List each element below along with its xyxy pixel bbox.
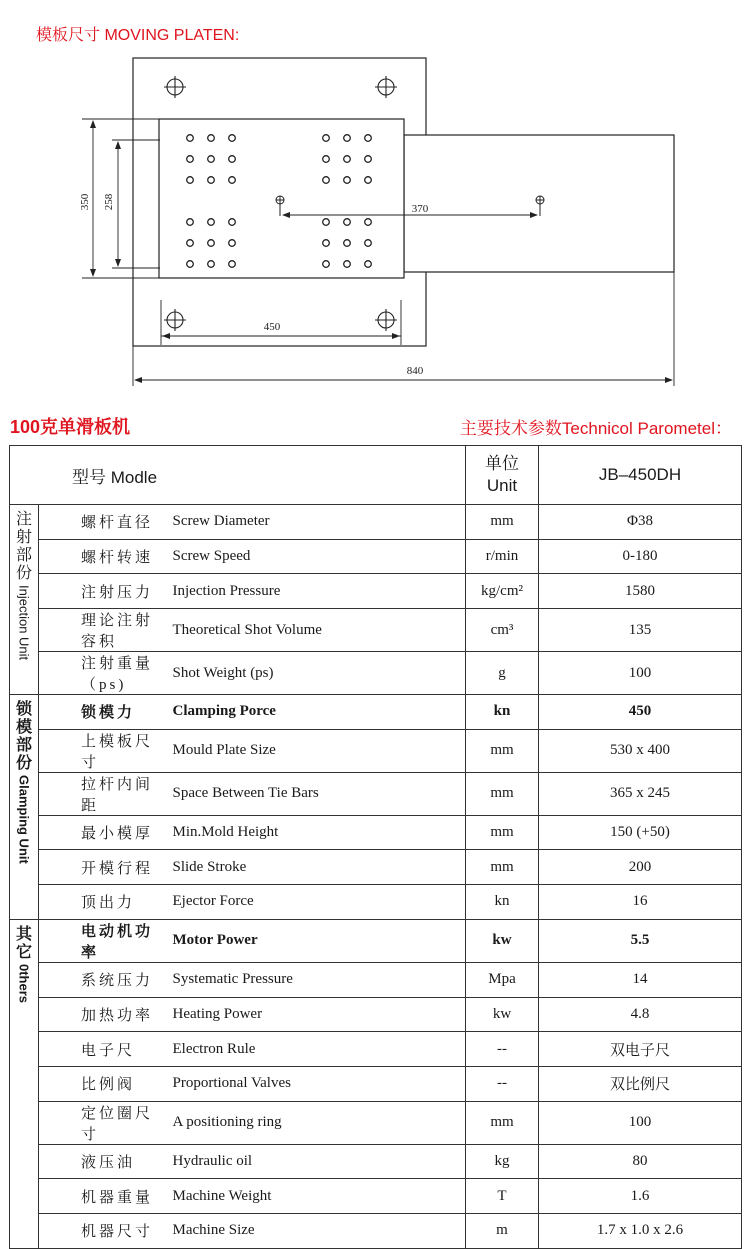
param-name-cn: 注射压力 bbox=[39, 574, 169, 609]
param-unit: kw bbox=[466, 919, 539, 962]
table-row bbox=[10, 1213, 742, 1248]
param-name-en: Screw Speed bbox=[169, 539, 466, 574]
param-name-en: Theoretical Shot Volume bbox=[169, 609, 466, 652]
param-value: 1580 bbox=[539, 574, 742, 609]
tie-bar-hole bbox=[375, 309, 397, 331]
param-value: 双比例尺 bbox=[539, 1066, 742, 1101]
param-name-en: Min.Mold Height bbox=[169, 815, 466, 850]
header-model: 型号 Modle bbox=[10, 446, 466, 505]
param-value: Φ38 bbox=[539, 505, 742, 540]
param-name-en: Space Between Tie Bars bbox=[169, 772, 466, 815]
param-unit: m bbox=[466, 1213, 539, 1248]
param-name-cn: 液压油 bbox=[39, 1144, 169, 1179]
param-unit: kg bbox=[466, 1144, 539, 1179]
param-value: 1.6 bbox=[539, 1179, 742, 1214]
table-row bbox=[10, 609, 742, 652]
param-name-cn: 系统压力 bbox=[39, 962, 169, 997]
param-name-cn: 螺杆转速 bbox=[39, 539, 169, 574]
param-unit: g bbox=[466, 652, 539, 695]
table-row bbox=[10, 1179, 742, 1214]
param-name-cn: 注射重量（ps) bbox=[39, 652, 169, 695]
param-name-cn: 锁模力 bbox=[39, 695, 169, 730]
param-name-cn: 顶出力 bbox=[39, 885, 169, 920]
table-row bbox=[10, 850, 742, 885]
param-unit: mm bbox=[466, 850, 539, 885]
param-name-cn: 理论注射容积 bbox=[39, 609, 169, 652]
param-name-cn: 电子尺 bbox=[39, 1032, 169, 1067]
group-label bbox=[10, 919, 39, 1248]
param-name-en: Electron Rule bbox=[169, 1032, 466, 1067]
param-name-en: Machine Size bbox=[169, 1213, 466, 1248]
param-unit: mm bbox=[466, 505, 539, 540]
param-value: 365 x 245 bbox=[539, 772, 742, 815]
tie-bar-hole bbox=[375, 76, 397, 98]
table-row bbox=[10, 885, 742, 920]
table-row bbox=[10, 695, 742, 730]
param-name-en: Machine Weight bbox=[169, 1179, 466, 1214]
param-name-en: Clamping Porce bbox=[169, 695, 466, 730]
param-unit: Mpa bbox=[466, 962, 539, 997]
param-value: 5.5 bbox=[539, 919, 742, 962]
param-value: 1.7 x 1.0 x 2.6 bbox=[539, 1213, 742, 1248]
table-row bbox=[10, 505, 742, 540]
dim-350: 350 bbox=[79, 193, 91, 211]
param-name-cn: 拉杆内间距 bbox=[39, 772, 169, 815]
param-name-en: Heating Power bbox=[169, 997, 466, 1032]
param-name-en: Motor Power bbox=[169, 919, 466, 962]
table-row bbox=[10, 729, 742, 772]
param-unit: kn bbox=[466, 885, 539, 920]
param-name-en: Systematic Pressure bbox=[169, 962, 466, 997]
param-value: 200 bbox=[539, 850, 742, 885]
group-label-en: 0thers bbox=[16, 963, 32, 1003]
table-row bbox=[10, 772, 742, 815]
param-value: 450 bbox=[539, 695, 742, 730]
table-row bbox=[10, 539, 742, 574]
table-row bbox=[10, 997, 742, 1032]
spec-heading: 主要技术参数Technicol Parometel： bbox=[459, 419, 732, 438]
param-unit: -- bbox=[466, 1032, 539, 1067]
table-row bbox=[10, 1032, 742, 1067]
group-label-cn: 其它 bbox=[15, 925, 32, 961]
param-name-en: Ejector Force bbox=[169, 885, 466, 920]
param-name-cn: 最小模厚 bbox=[39, 815, 169, 850]
param-unit: mm bbox=[466, 772, 539, 815]
param-value: 100 bbox=[539, 1101, 742, 1144]
param-unit: kg/cm² bbox=[466, 574, 539, 609]
group-label-cn: 锁模部份 bbox=[15, 701, 32, 773]
param-name-cn: 开模行程 bbox=[39, 850, 169, 885]
dim-840: 840 bbox=[406, 365, 424, 377]
group-label-en: Injection Unit bbox=[16, 585, 32, 661]
param-name-cn: 加热功率 bbox=[39, 997, 169, 1032]
table-row bbox=[10, 1101, 742, 1144]
table-row bbox=[10, 652, 742, 695]
param-value: 4.8 bbox=[539, 997, 742, 1032]
diagram-title: 模板尺寸 MOVING PLATEN: bbox=[36, 27, 240, 44]
table-row bbox=[10, 815, 742, 850]
mould-plate bbox=[159, 119, 404, 278]
param-value: 双电子尺 bbox=[539, 1032, 742, 1067]
param-value: 14 bbox=[539, 962, 742, 997]
moving-platen-diagram bbox=[0, 0, 750, 400]
table-row bbox=[10, 919, 742, 962]
param-name-en: Screw Diameter bbox=[169, 505, 466, 540]
header-value: JB–450DH bbox=[539, 446, 742, 505]
table-header-row bbox=[10, 446, 742, 505]
group-label bbox=[10, 505, 39, 695]
param-value: 16 bbox=[539, 885, 742, 920]
header-unit: 单位 Unit bbox=[466, 446, 539, 505]
param-value: 100 bbox=[539, 652, 742, 695]
group-label-cn: 注射部份 bbox=[15, 511, 32, 582]
param-name-en: Slide Stroke bbox=[169, 850, 466, 885]
param-unit: kw bbox=[466, 997, 539, 1032]
dim-450: 450 bbox=[263, 321, 281, 333]
param-name-cn: 比例阀 bbox=[39, 1066, 169, 1101]
param-unit: cm³ bbox=[466, 609, 539, 652]
param-value: 150 (+50) bbox=[539, 815, 742, 850]
param-unit: T bbox=[466, 1179, 539, 1214]
param-name-en: Mould Plate Size bbox=[169, 729, 466, 772]
param-unit: mm bbox=[466, 815, 539, 850]
table-row bbox=[10, 1066, 742, 1101]
dim-258: 258 bbox=[103, 193, 115, 211]
param-name-en: A positioning ring bbox=[169, 1101, 466, 1144]
tie-bar-hole bbox=[164, 76, 186, 98]
param-name-en: Injection Pressure bbox=[169, 574, 466, 609]
param-unit: r/min bbox=[466, 539, 539, 574]
param-value: 80 bbox=[539, 1144, 742, 1179]
group-label-en: Glamping Unit bbox=[16, 775, 32, 864]
dim-370: 370 bbox=[411, 203, 429, 215]
param-unit: mm bbox=[466, 1101, 539, 1144]
param-unit: kn bbox=[466, 695, 539, 730]
param-name-en: Proportional Valves bbox=[169, 1066, 466, 1101]
group-label bbox=[10, 695, 39, 920]
param-name-en: Hydraulic oil bbox=[169, 1144, 466, 1179]
spec-table bbox=[9, 445, 742, 1249]
param-name-cn: 机器重量 bbox=[39, 1179, 169, 1214]
param-unit: -- bbox=[466, 1066, 539, 1101]
param-name-cn: 螺杆直径 bbox=[39, 505, 169, 540]
param-name-cn: 电动机功率 bbox=[39, 919, 169, 962]
param-unit: mm bbox=[466, 729, 539, 772]
param-value: 135 bbox=[539, 609, 742, 652]
table-row bbox=[10, 962, 742, 997]
param-name-cn: 机器尺寸 bbox=[39, 1213, 169, 1248]
param-value: 0-180 bbox=[539, 539, 742, 574]
machine-title: 100克单滑板机 bbox=[10, 417, 131, 437]
param-name-en: Shot Weight (ps) bbox=[169, 652, 466, 695]
param-name-cn: 上模板尺寸 bbox=[39, 729, 169, 772]
table-row bbox=[10, 574, 742, 609]
param-name-cn: 定位圈尺寸 bbox=[39, 1101, 169, 1144]
table-row bbox=[10, 1144, 742, 1179]
tie-bar-hole bbox=[164, 309, 186, 331]
param-value: 530 x 400 bbox=[539, 729, 742, 772]
